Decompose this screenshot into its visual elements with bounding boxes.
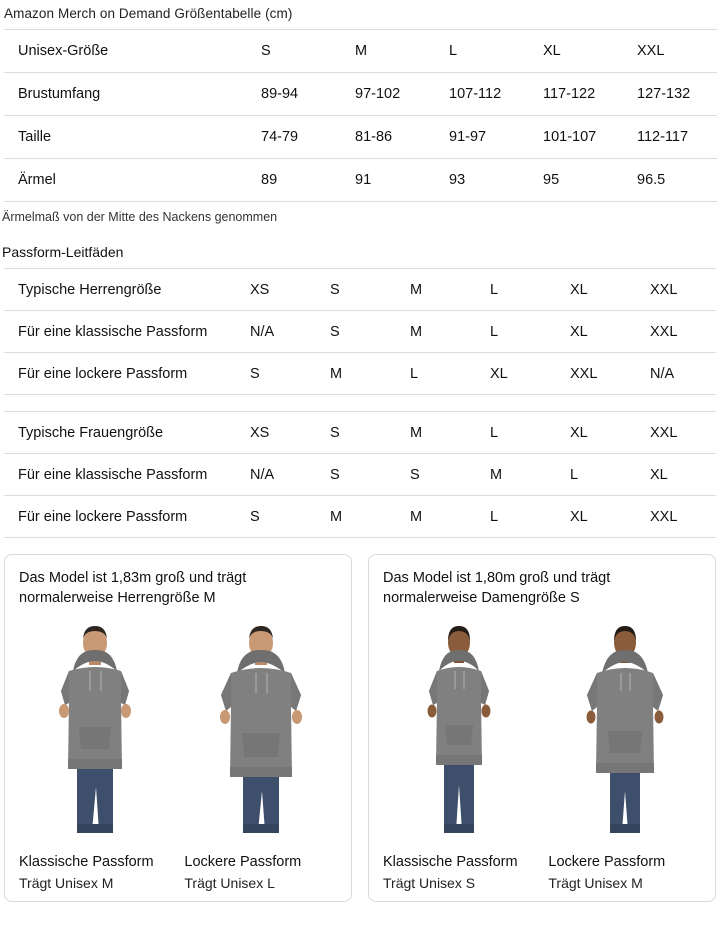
female-hoodie-classic-illustration	[389, 619, 529, 844]
table-cell: S	[247, 30, 341, 73]
table-cell: 89-94	[247, 73, 341, 116]
fit-size: Trägt Unisex S	[383, 875, 476, 891]
table-cell: 95	[529, 159, 623, 202]
table-cell: S	[316, 412, 396, 454]
table-cell: XL	[556, 311, 636, 353]
row-label: Für eine klassische Passform	[4, 311, 236, 353]
model-description: Das Model ist 1,80m groß und trägt normalerweise Damengröße S	[383, 570, 611, 606]
model-card-male	[4, 554, 352, 902]
page-title: Amazon Merch on Demand Größentabelle (cm)	[4, 6, 293, 21]
table-cell: M	[396, 311, 476, 353]
table-cell: XL	[476, 353, 556, 395]
fit-guides-label: Passform-Leitfäden	[2, 244, 124, 260]
table-cell: M	[316, 496, 396, 538]
table-row	[4, 73, 717, 116]
caption-classic-male	[19, 844, 172, 891]
table-cell: 107-112	[435, 73, 529, 116]
table-cell: 91	[341, 159, 435, 202]
fit-size: Trägt Unisex M	[19, 875, 114, 891]
table-cell: M	[396, 269, 476, 311]
figure-relaxed-fit-male	[184, 619, 337, 844]
mens-fit-table	[4, 268, 716, 395]
caption-relaxed-female	[548, 844, 701, 891]
table-cell: S	[396, 454, 476, 496]
table-gap	[0, 395, 720, 411]
row-label: Unisex-Größe	[4, 30, 247, 73]
table-cell: S	[316, 311, 396, 353]
fit-name: Klassische Passform	[383, 854, 518, 870]
table-cell: M	[396, 412, 476, 454]
caption-classic-female	[383, 844, 536, 891]
table-row	[4, 311, 716, 353]
table-cell: 96.5	[623, 159, 717, 202]
table-cell: N/A	[636, 353, 716, 395]
table-cell: XL	[636, 454, 716, 496]
table-cell: M	[316, 353, 396, 395]
table-cell: L	[476, 269, 556, 311]
fit-name: Lockere Passform	[184, 854, 302, 870]
table-cell: M	[476, 454, 556, 496]
figure-relaxed-fit-female	[548, 619, 701, 844]
figure-classic-fit-male	[19, 619, 172, 844]
fit-size: Trägt Unisex M	[548, 875, 643, 891]
figure-classic-fit-female	[383, 619, 536, 844]
table-cell: N/A	[236, 311, 316, 353]
table-cell: 101-107	[529, 116, 623, 159]
table-cell: S	[236, 353, 316, 395]
table-row	[4, 496, 716, 538]
table-cell: XXL	[636, 269, 716, 311]
table-cell: XS	[236, 269, 316, 311]
figure-captions	[383, 844, 701, 891]
table-cell: XS	[236, 412, 316, 454]
table-cell: 89	[247, 159, 341, 202]
row-label: Brustumfang	[4, 73, 247, 116]
table-cell: 127-132	[623, 73, 717, 116]
table-row	[4, 116, 717, 159]
table-row	[4, 454, 716, 496]
row-label: Typische Herrengröße	[4, 269, 236, 311]
table-cell: 74-79	[247, 116, 341, 159]
male-hoodie-classic-illustration	[25, 619, 165, 844]
table-cell: M	[341, 30, 435, 73]
table-cell: N/A	[236, 454, 316, 496]
row-label: Typische Frauengröße	[4, 412, 236, 454]
table-cell: S	[236, 496, 316, 538]
fit-name: Lockere Passform	[548, 854, 666, 870]
row-label: Für eine klassische Passform	[4, 454, 236, 496]
table-cell: XXL	[556, 353, 636, 395]
table-cell: XL	[556, 412, 636, 454]
row-label: Ärmel	[4, 159, 247, 202]
table-row	[4, 159, 717, 202]
table-cell: XXL	[623, 30, 717, 73]
table-cell: L	[476, 311, 556, 353]
female-hoodie-relaxed-illustration	[555, 619, 695, 844]
table-cell: L	[435, 30, 529, 73]
table-cell: 117-122	[529, 73, 623, 116]
table-cell: M	[396, 496, 476, 538]
fit-size: Trägt Unisex L	[184, 875, 275, 891]
table-cell: L	[476, 412, 556, 454]
model-description: Das Model ist 1,83m groß und trägt normalerweise Herrengröße M	[19, 570, 247, 606]
table-cell: L	[556, 454, 636, 496]
table-cell: 93	[435, 159, 529, 202]
measurements-table	[4, 29, 717, 202]
fit-name: Klassische Passform	[19, 854, 154, 870]
model-card-female	[368, 554, 716, 902]
table-cell: S	[316, 269, 396, 311]
row-label: Für eine lockere Passform	[4, 353, 236, 395]
table-cell: XXL	[636, 496, 716, 538]
table-cell: 97-102	[341, 73, 435, 116]
table-row	[4, 412, 716, 454]
row-label: Taille	[4, 116, 247, 159]
row-label: Für eine lockere Passform	[4, 496, 236, 538]
table-cell: S	[316, 454, 396, 496]
table-cell: XL	[556, 496, 636, 538]
table-cell: XXL	[636, 311, 716, 353]
figure-group	[383, 616, 701, 844]
table-cell: XL	[556, 269, 636, 311]
sleeve-measurement-note: Ärmelmaß von der Mitte des Nackens genommen	[2, 210, 278, 224]
table-cell: 91-97	[435, 116, 529, 159]
table-cell: 81-86	[341, 116, 435, 159]
table-cell: L	[476, 496, 556, 538]
table-cell: L	[396, 353, 476, 395]
table-row	[4, 269, 716, 311]
table-row	[4, 30, 717, 73]
caption-relaxed-male	[184, 844, 337, 891]
table-cell: XL	[529, 30, 623, 73]
male-hoodie-relaxed-illustration	[191, 619, 331, 844]
table-cell: XXL	[636, 412, 716, 454]
model-cards-row	[4, 554, 716, 902]
table-cell: 112-117	[623, 116, 717, 159]
womens-fit-table	[4, 411, 716, 538]
figure-group	[19, 616, 337, 844]
table-row	[4, 353, 716, 395]
figure-captions	[19, 844, 337, 891]
